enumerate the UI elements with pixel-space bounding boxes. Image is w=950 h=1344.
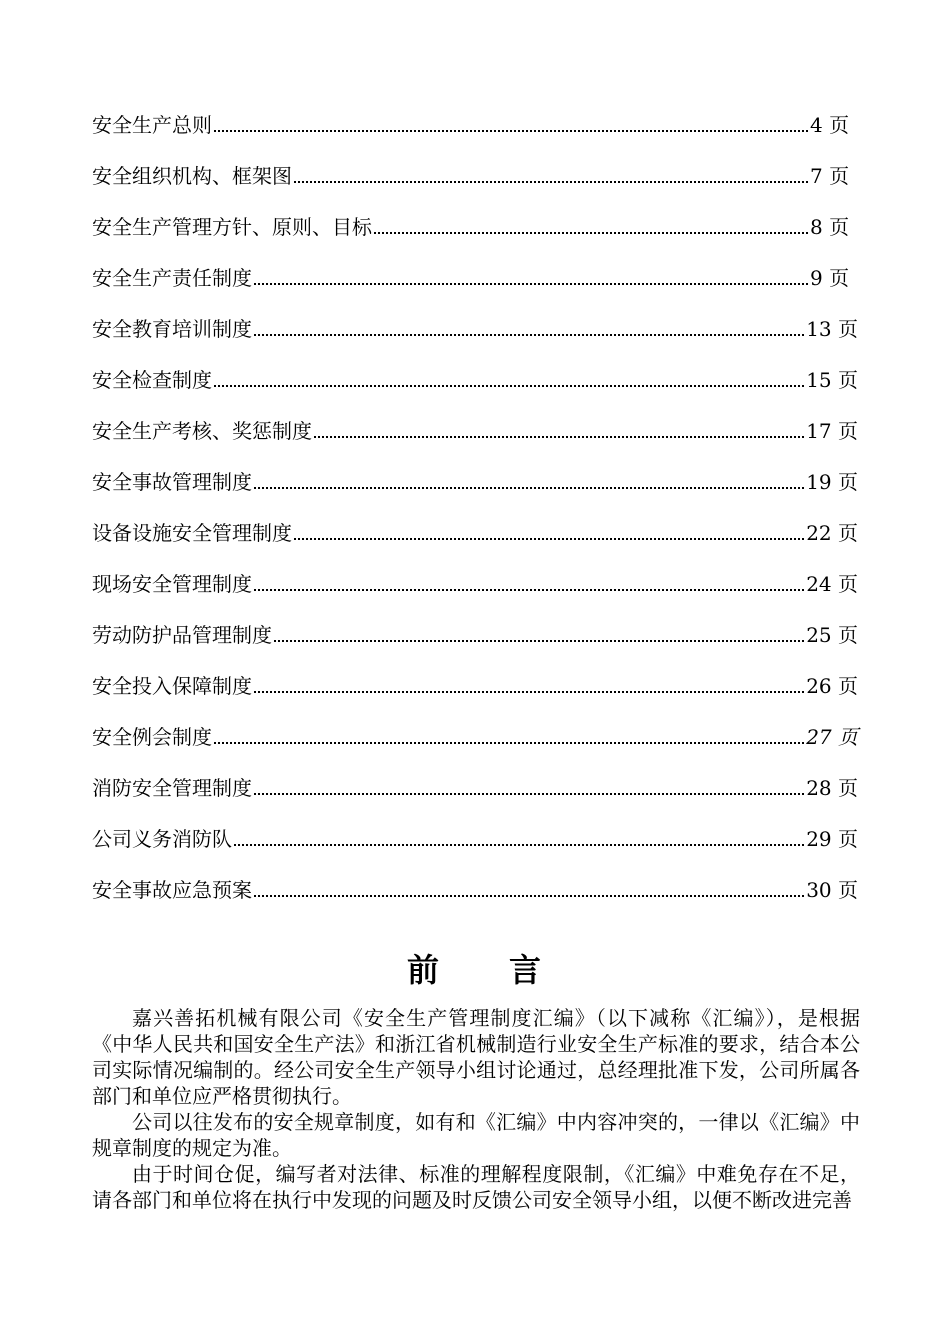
toc-entry-page: 24 页 <box>806 572 858 596</box>
toc-dot-leader <box>214 742 804 744</box>
toc-entry[interactable] <box>92 242 858 293</box>
toc-dot-leader <box>374 232 808 234</box>
toc-dot-leader <box>254 334 804 336</box>
toc-dot-leader <box>294 538 804 540</box>
preface-heading-char: 言 <box>509 951 544 989</box>
toc-entry[interactable] <box>92 599 858 650</box>
toc-entry[interactable] <box>92 191 858 242</box>
toc-entry-page: 29 页 <box>806 827 858 851</box>
toc-entry-title: 消防安全管理制度 <box>92 776 252 800</box>
toc-entry-title: 安全组织机构、框架图 <box>92 164 292 188</box>
toc-entry-title: 安全检查制度 <box>92 368 212 392</box>
toc-entry-page: 8 页 <box>810 215 850 239</box>
toc-entry-title: 安全投入保障制度 <box>92 674 252 698</box>
toc-entry-title: 安全生产责任制度 <box>92 266 252 290</box>
toc-entry-page: 17 页 <box>806 419 858 443</box>
toc-entry-page: 7 页 <box>810 164 850 188</box>
toc-entry-title: 安全事故管理制度 <box>92 470 252 494</box>
toc-entry-title: 安全生产考核、奖惩制度 <box>92 419 312 443</box>
toc-entry-title: 公司义务消防队 <box>92 827 232 851</box>
preface-paragraph: 嘉兴善拓机械有限公司《安全生产管理制度汇编》（以下减称《汇编》），是根据《中华人民共和国安全生产法》和浙江省机械制造行业安全生产标准的要求，结合本公司实际情况编制的。经公司安全生产领导小组讨论通过，总经理批准下发，公司所属各部门和单位应严格贯彻执行。 <box>92 1006 860 1108</box>
toc-entry-page: 25 页 <box>806 623 858 647</box>
toc-entry-page: 28 页 <box>806 776 858 800</box>
toc-dot-leader <box>274 640 804 642</box>
toc-entry[interactable] <box>92 701 858 752</box>
table-of-contents <box>92 89 858 905</box>
toc-entry-page: 30 页 <box>806 878 858 902</box>
toc-dot-leader <box>254 895 804 897</box>
toc-dot-leader <box>234 844 804 846</box>
toc-entry-title: 安全教育培训制度 <box>92 317 252 341</box>
toc-entry[interactable] <box>92 344 858 395</box>
toc-dot-leader <box>214 130 808 132</box>
preface-paragraph: 由于时间仓促，编写者对法律、标准的理解程度限制，《汇编》中难免存在不足，请各部门和单位将在执行中发现的问题及时反馈公司安全领导小组，以便不断改进完善 <box>92 1162 860 1212</box>
preface-heading <box>0 946 950 994</box>
toc-entry-page: 27 页 <box>806 725 858 749</box>
toc-entry-page: 13 页 <box>806 317 858 341</box>
toc-entry[interactable] <box>92 446 858 497</box>
toc-entry-title: 安全生产管理方针、原则、目标 <box>92 215 372 239</box>
toc-entry[interactable] <box>92 650 858 701</box>
toc-dot-leader <box>254 793 804 795</box>
preface-heading-char: 前 <box>406 951 441 989</box>
toc-entry[interactable] <box>92 854 858 905</box>
toc-dot-leader <box>294 181 808 183</box>
toc-entry-page: 19 页 <box>806 470 858 494</box>
toc-entry[interactable] <box>92 548 858 599</box>
toc-entry-title: 安全生产总则 <box>92 113 212 137</box>
toc-entry-page: 22 页 <box>806 521 858 545</box>
toc-entry-page: 4 页 <box>810 113 850 137</box>
toc-dot-leader <box>254 283 808 285</box>
toc-entry-page: 26 页 <box>806 674 858 698</box>
toc-entry[interactable] <box>92 89 858 140</box>
toc-entry-title: 安全例会制度 <box>92 725 212 749</box>
toc-dot-leader <box>254 487 804 489</box>
toc-entry[interactable] <box>92 395 858 446</box>
toc-entry[interactable] <box>92 293 858 344</box>
toc-dot-leader <box>314 436 804 438</box>
toc-entry[interactable] <box>92 752 858 803</box>
toc-entry[interactable] <box>92 497 858 548</box>
preface-body <box>92 1005 860 1213</box>
toc-entry[interactable] <box>92 140 858 191</box>
toc-dot-leader <box>254 691 804 693</box>
toc-entry-title: 劳动防护品管理制度 <box>92 623 272 647</box>
toc-entry-title: 设备设施安全管理制度 <box>92 521 292 545</box>
toc-entry-page: 15 页 <box>806 368 858 392</box>
preface-paragraph: 公司以往发布的安全规章制度，如有和《汇编》中内容冲突的，一律以《汇编》中规章制度的规定为准。 <box>92 1110 860 1160</box>
toc-entry-title: 现场安全管理制度 <box>92 572 252 596</box>
toc-entry-page: 9 页 <box>810 266 850 290</box>
toc-entry-title: 安全事故应急预案 <box>92 878 252 902</box>
toc-entry[interactable] <box>92 803 858 854</box>
toc-dot-leader <box>254 589 804 591</box>
toc-dot-leader <box>214 385 804 387</box>
